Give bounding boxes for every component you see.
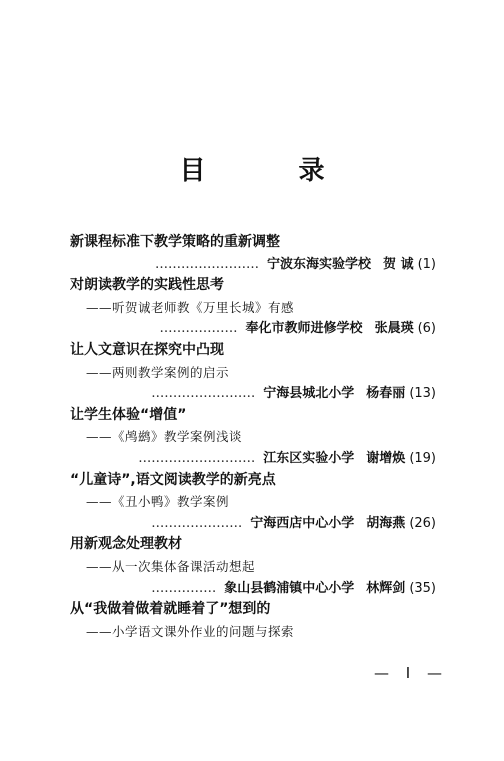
page-folio: — I — xyxy=(374,664,448,682)
toc-entry-page-number[interactable]: (6) xyxy=(417,321,436,337)
toc-entry-school: 宁波东海实验学校 xyxy=(267,256,372,272)
toc-entry-subtitle: ——从一次集体备课活动想起 xyxy=(86,558,256,574)
toc-entry-school: 奉化市教师进修学校 xyxy=(245,321,363,337)
toc-entry-school: 宁海西店中心小学 xyxy=(250,515,355,531)
toc-entry-author: 贺 诚 xyxy=(383,256,414,272)
toc-entry-title[interactable]: 对朗读教学的实践性思考 xyxy=(70,277,224,294)
toc-entry-author-line xyxy=(70,383,436,405)
table-of-contents xyxy=(70,232,436,642)
toc-entry-author: 胡海燕 xyxy=(366,515,406,531)
toc-entry-subtitle: ——听贺诚老师教《万里长城》有感 xyxy=(86,299,295,315)
toc-entry-author-line xyxy=(70,448,436,470)
dot-leader: …………… xyxy=(151,580,217,596)
dot-leader: ……………………… xyxy=(138,450,256,466)
page-title: 目 录 xyxy=(179,156,367,186)
toc-entry-author: 杨春丽 xyxy=(366,386,406,402)
toc-entry-subtitle: ——两则教学案例的启示 xyxy=(86,364,230,380)
toc-entry-subtitle: ——《丑小鸭》教学案例 xyxy=(86,494,230,510)
dot-leader: ……………… xyxy=(159,321,238,337)
toc-entry-title[interactable]: 新课程标准下教学策略的重新调整 xyxy=(70,234,280,250)
toc-entry-title[interactable]: 让人文意识在探究中凸现 xyxy=(70,341,224,358)
toc-entry-subtitle: ——《鸬鹚》教学案例浅谈 xyxy=(86,429,243,445)
toc-entry-title[interactable]: 让学生体验“增值” xyxy=(70,406,187,423)
toc-entry-author-line xyxy=(70,318,436,340)
toc-entry-title[interactable]: 用新观念处理教材 xyxy=(70,536,182,553)
dot-leader: ………………… xyxy=(151,515,243,531)
toc-entry-author-line xyxy=(70,578,436,600)
toc-entry-title[interactable]: 从“我做着做着就睡着了”想到的 xyxy=(70,601,271,618)
toc-entry-page-number[interactable]: (35) xyxy=(409,580,436,596)
dot-leader: …………………… xyxy=(151,386,256,402)
toc-entry-author: 张晨瑛 xyxy=(374,321,414,337)
toc-entry-school: 象山县鹤浦镇中心小学 xyxy=(224,580,355,596)
toc-entry-page-number[interactable]: (26) xyxy=(409,515,436,531)
toc-entry-subtitle: ——小学语文课外作业的问题与探索 xyxy=(86,623,295,639)
toc-entry-page-number[interactable]: (1) xyxy=(417,256,436,272)
toc-entry-author: 谢增焕 xyxy=(366,450,406,466)
dot-leader: …………………… xyxy=(155,256,260,272)
toc-entry-author: 林辉剑 xyxy=(366,580,406,596)
toc-entry-title[interactable]: “儿童诗”,语文阅读教学的新亮点 xyxy=(70,471,276,488)
toc-entry-author-line xyxy=(70,254,436,276)
toc-entry-school: 宁海县城北小学 xyxy=(263,386,355,402)
toc-entry-author-line xyxy=(70,513,436,535)
toc-entry-page-number[interactable]: (19) xyxy=(409,450,436,466)
toc-entry-page-number[interactable]: (13) xyxy=(409,386,436,402)
toc-entry-school: 江东区实验小学 xyxy=(263,450,355,466)
